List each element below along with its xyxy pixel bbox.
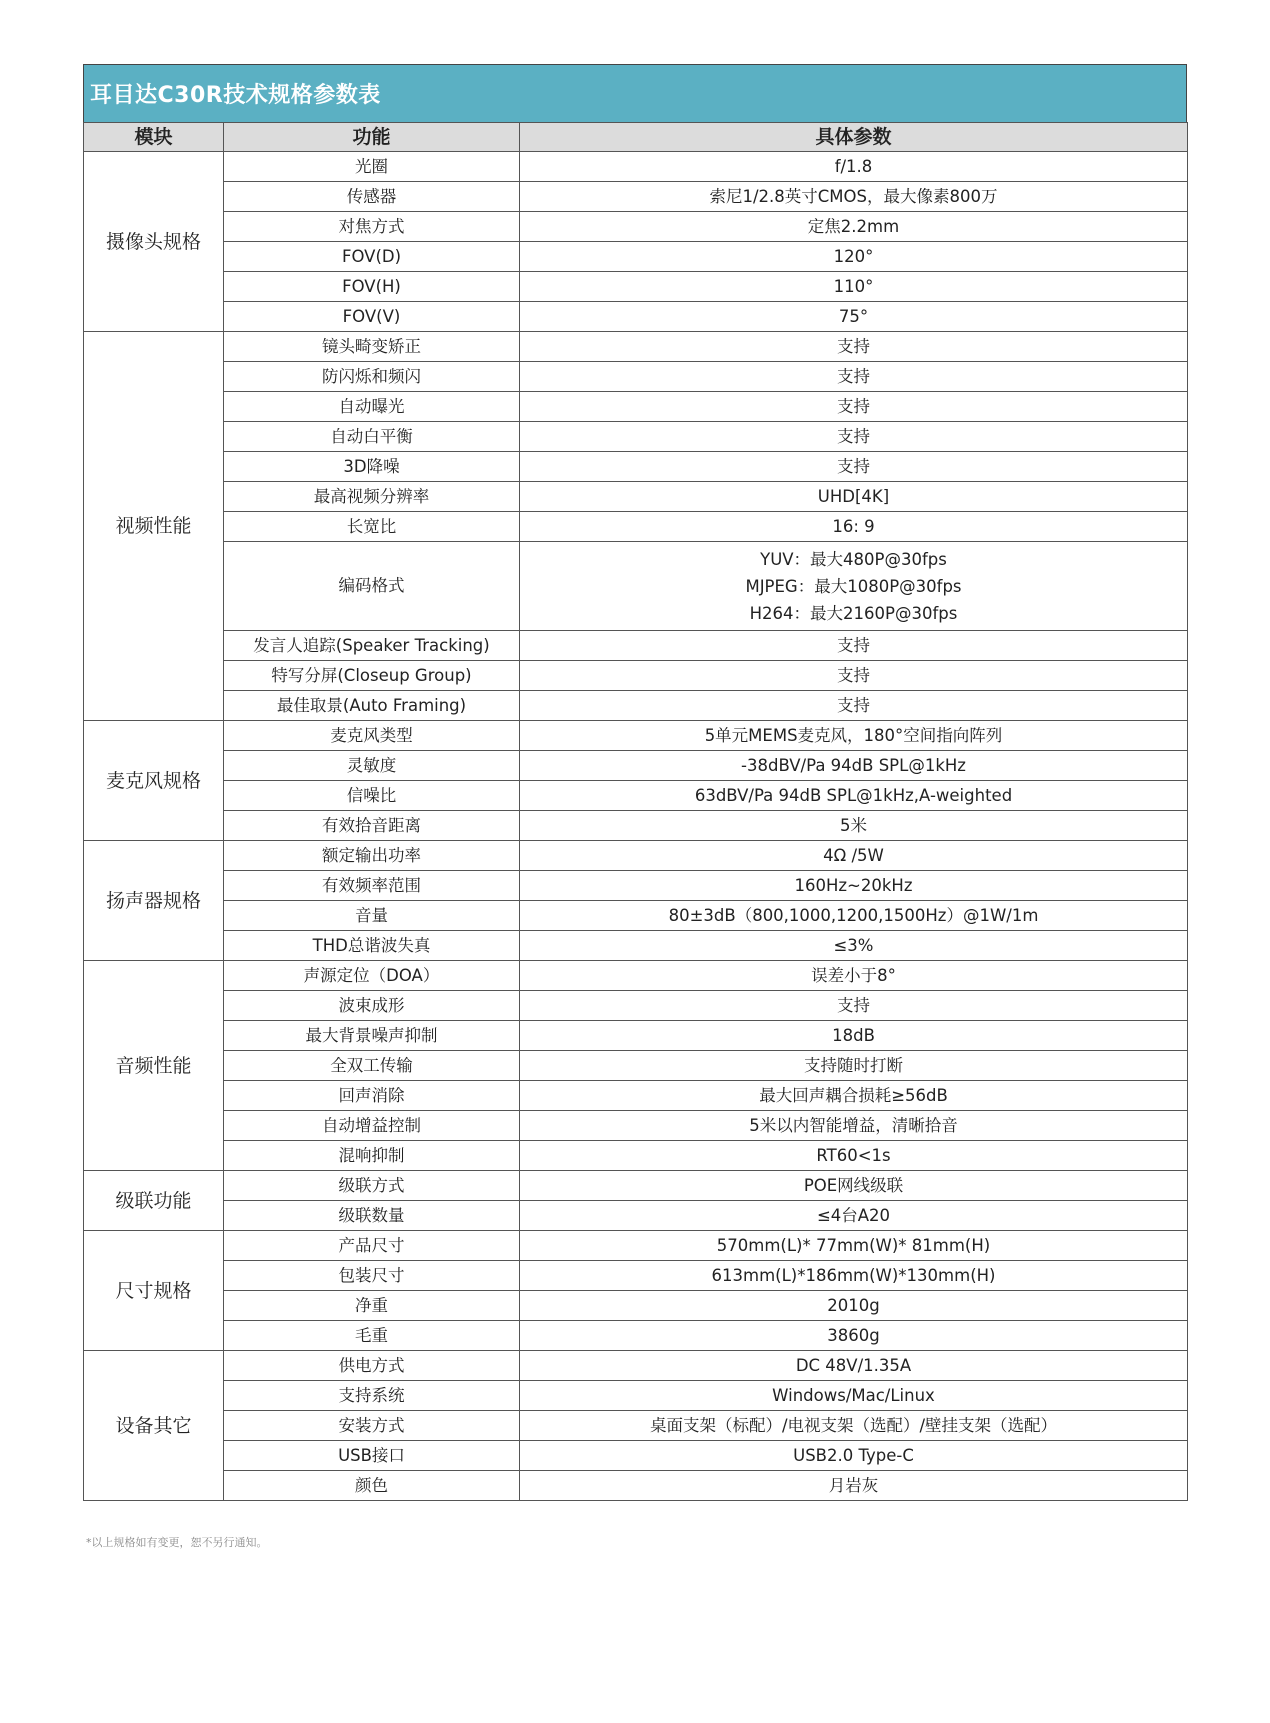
- table-row: [84, 1441, 1188, 1471]
- value-cell: 月岩灰: [520, 1471, 1188, 1501]
- value-cell: 支持: [520, 631, 1188, 661]
- value-cell: RT60<1s: [520, 1141, 1188, 1171]
- value-cell: 110°: [520, 272, 1188, 302]
- feature-cell: 传感器: [224, 182, 520, 212]
- feature-cell: 毛重: [224, 1321, 520, 1351]
- feature-cell: 包装尺寸: [224, 1261, 520, 1291]
- table-row: [84, 661, 1188, 691]
- table-row: [84, 452, 1188, 482]
- value-cell: USB2.0 Type-C: [520, 1441, 1188, 1471]
- table-row: [84, 721, 1188, 751]
- feature-cell: 回声消除: [224, 1081, 520, 1111]
- feature-cell: 声源定位（DOA）: [224, 961, 520, 991]
- table-row: [84, 1261, 1188, 1291]
- feature-cell: 有效频率范围: [224, 871, 520, 901]
- value-cell: 支持: [520, 362, 1188, 392]
- table-row: [84, 841, 1188, 871]
- feature-cell: 特写分屏(Closeup Group): [224, 661, 520, 691]
- feature-cell: 灵敏度: [224, 751, 520, 781]
- table-row: [84, 1411, 1188, 1441]
- table-header: [84, 123, 1188, 152]
- table-row: [84, 931, 1188, 961]
- value-cell: 120°: [520, 242, 1188, 272]
- feature-cell: 自动白平衡: [224, 422, 520, 452]
- feature-cell: 产品尺寸: [224, 1231, 520, 1261]
- feature-cell: 额定输出功率: [224, 841, 520, 871]
- table-row: [84, 512, 1188, 542]
- table-row: [84, 362, 1188, 392]
- feature-cell: 全双工传输: [224, 1051, 520, 1081]
- table-row: [84, 631, 1188, 661]
- feature-cell: 编码格式: [224, 542, 520, 631]
- value-cell: 16: 9: [520, 512, 1188, 542]
- feature-cell: 最高视频分辨率: [224, 482, 520, 512]
- value-cell: 80±3dB（800,1000,1200,1500Hz）@1W/1m: [520, 901, 1188, 931]
- module-cell: 音频性能: [84, 961, 224, 1171]
- feature-cell: 最大背景噪声抑制: [224, 1021, 520, 1051]
- value-cell: -38dBV/Pa 94dB SPL@1kHz: [520, 751, 1188, 781]
- table-row: [84, 781, 1188, 811]
- table-row: [84, 1381, 1188, 1411]
- table-row: [84, 482, 1188, 512]
- value-cell: 定焦2.2mm: [520, 212, 1188, 242]
- feature-cell: 镜头畸变矫正: [224, 332, 520, 362]
- table-row: [84, 302, 1188, 332]
- table-row: [84, 332, 1188, 362]
- feature-cell: 自动曝光: [224, 392, 520, 422]
- value-cell: 160Hz~20kHz: [520, 871, 1188, 901]
- feature-cell: 防闪烁和频闪: [224, 362, 520, 392]
- feature-cell: 支持系统: [224, 1381, 520, 1411]
- value-cell: 5米: [520, 811, 1188, 841]
- module-cell: 视频性能: [84, 332, 224, 721]
- table-row: [84, 212, 1188, 242]
- feature-cell: 对焦方式: [224, 212, 520, 242]
- table-row: [84, 1471, 1188, 1501]
- header-value: 具体参数: [520, 123, 1188, 152]
- value-cell: 支持: [520, 452, 1188, 482]
- spec-table: [83, 122, 1188, 1501]
- table-row: [84, 1021, 1188, 1051]
- spec-sheet: [83, 64, 1187, 1501]
- table-row: [84, 272, 1188, 302]
- value-cell: ≤3%: [520, 931, 1188, 961]
- table-row: [84, 691, 1188, 721]
- feature-cell: 级联方式: [224, 1171, 520, 1201]
- table-body: [84, 152, 1188, 1501]
- module-cell: 尺寸规格: [84, 1231, 224, 1351]
- value-cell: [520, 542, 1188, 631]
- table-row: [84, 152, 1188, 182]
- table-row: [84, 1231, 1188, 1261]
- feature-cell: 音量: [224, 901, 520, 931]
- header-feature: 功能: [224, 123, 520, 152]
- value-cell: 支持: [520, 661, 1188, 691]
- value-cell: 63dBV/Pa 94dB SPL@1kHz,A-weighted: [520, 781, 1188, 811]
- value-cell: 索尼1/2.8英寸CMOS，最大像素800万: [520, 182, 1188, 212]
- table-row: [84, 961, 1188, 991]
- table-row: [84, 871, 1188, 901]
- table-row: [84, 751, 1188, 781]
- value-cell: 18dB: [520, 1021, 1188, 1051]
- feature-cell: 混响抑制: [224, 1141, 520, 1171]
- table-row: [84, 1171, 1188, 1201]
- value-cell: 误差小于8°: [520, 961, 1188, 991]
- value-cell: 75°: [520, 302, 1188, 332]
- table-row: [84, 1321, 1188, 1351]
- table-row: [84, 182, 1188, 212]
- table-row: [84, 1081, 1188, 1111]
- feature-cell: 3D降噪: [224, 452, 520, 482]
- feature-cell: THD总谐波失真: [224, 931, 520, 961]
- value-cell: f/1.8: [520, 152, 1188, 182]
- value-cell: 3860g: [520, 1321, 1188, 1351]
- feature-cell: FOV(D): [224, 242, 520, 272]
- table-row: [84, 1141, 1188, 1171]
- feature-cell: 波束成形: [224, 991, 520, 1021]
- value-cell: 支持: [520, 392, 1188, 422]
- footnote: *以上规格如有变更，恕不另行通知。: [86, 1536, 268, 1549]
- value-cell: 570mm(L)* 77mm(W)* 81mm(H): [520, 1231, 1188, 1261]
- module-cell: 级联功能: [84, 1171, 224, 1231]
- value-cell: 613mm(L)*186mm(W)*130mm(H): [520, 1261, 1188, 1291]
- feature-cell: 安装方式: [224, 1411, 520, 1441]
- value-cell: 5单元MEMS麦克风，180°空间指向阵列: [520, 721, 1188, 751]
- table-row: [84, 242, 1188, 272]
- header-module: 模块: [84, 123, 224, 152]
- value-cell: 5米以内智能增益，清晰拾音: [520, 1111, 1188, 1141]
- value-cell: 支持: [520, 991, 1188, 1021]
- module-cell: 扬声器规格: [84, 841, 224, 961]
- value-line: YUV：最大480P@30fps: [760, 549, 947, 569]
- header-row: [84, 123, 1188, 152]
- feature-cell: 麦克风类型: [224, 721, 520, 751]
- value-line: MJPEG：最大1080P@30fps: [745, 576, 962, 596]
- page-title: 耳目达C30R技术规格参数表: [90, 83, 381, 108]
- table-row: [84, 1111, 1188, 1141]
- value-cell: Windows/Mac/Linux: [520, 1381, 1188, 1411]
- value-cell: DC 48V/1.35A: [520, 1351, 1188, 1381]
- table-row: [84, 1201, 1188, 1231]
- value-line: H264：最大2160P@30fps: [749, 603, 958, 623]
- table-row: [84, 392, 1188, 422]
- value-cell: 支持: [520, 422, 1188, 452]
- title-bar: [83, 64, 1187, 122]
- feature-cell: 有效拾音距离: [224, 811, 520, 841]
- feature-cell: 最佳取景(Auto Framing): [224, 691, 520, 721]
- table-row: [84, 1051, 1188, 1081]
- value-cell: 最大回声耦合损耗≥56dB: [520, 1081, 1188, 1111]
- feature-cell: 净重: [224, 1291, 520, 1321]
- table-row: [84, 901, 1188, 931]
- feature-cell: USB接口: [224, 1441, 520, 1471]
- value-cell: POE网线级联: [520, 1171, 1188, 1201]
- feature-cell: 光圈: [224, 152, 520, 182]
- table-row: [84, 1291, 1188, 1321]
- module-cell: 摄像头规格: [84, 152, 224, 332]
- value-cell: 支持: [520, 332, 1188, 362]
- table-row: [84, 811, 1188, 841]
- feature-cell: 发言人追踪(Speaker Tracking): [224, 631, 520, 661]
- value-cell: UHD[4K]: [520, 482, 1188, 512]
- module-cell: 设备其它: [84, 1351, 224, 1501]
- feature-cell: FOV(V): [224, 302, 520, 332]
- table-row: [84, 991, 1188, 1021]
- value-cell: ≤4台A20: [520, 1201, 1188, 1231]
- feature-cell: FOV(H): [224, 272, 520, 302]
- table-row: [84, 422, 1188, 452]
- table-row: [84, 1351, 1188, 1381]
- feature-cell: 供电方式: [224, 1351, 520, 1381]
- value-cell: 4Ω /5W: [520, 841, 1188, 871]
- module-cell: 麦克风规格: [84, 721, 224, 841]
- feature-cell: 自动增益控制: [224, 1111, 520, 1141]
- value-cell: 支持: [520, 691, 1188, 721]
- feature-cell: 级联数量: [224, 1201, 520, 1231]
- table-row: [84, 542, 1188, 631]
- value-cell: 桌面支架（标配）/电视支架（选配）/壁挂支架（选配）: [520, 1411, 1188, 1441]
- value-cell: 2010g: [520, 1291, 1188, 1321]
- feature-cell: 信噪比: [224, 781, 520, 811]
- feature-cell: 颜色: [224, 1471, 520, 1501]
- value-cell: 支持随时打断: [520, 1051, 1188, 1081]
- feature-cell: 长宽比: [224, 512, 520, 542]
